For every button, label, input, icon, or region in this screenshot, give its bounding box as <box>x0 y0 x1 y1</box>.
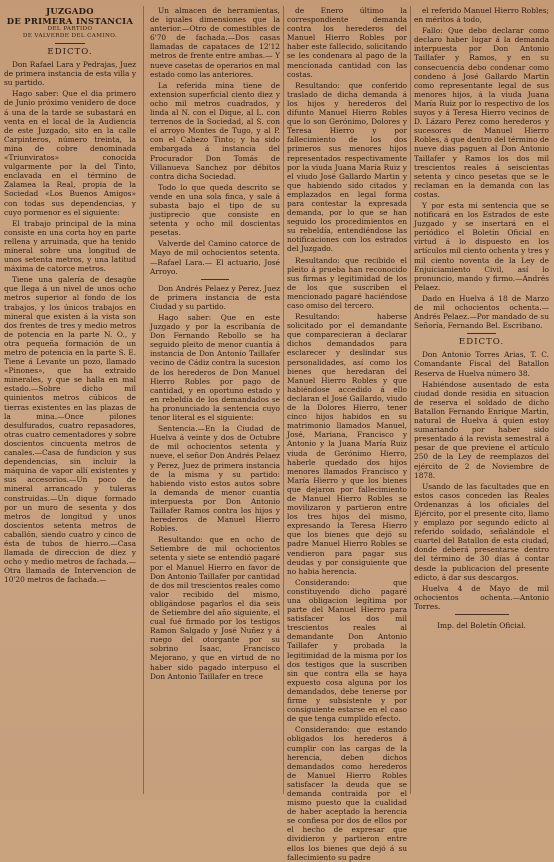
paragraph: Dado en Huelva á 18 de Marzo de mil ochocientos ochenta.—Andrés Pelaez.—Por mandado de su Señoría, Fernando Bel. Escribano. <box>414 293 549 331</box>
paragraph: Fallo: Que debo declarar como declaro haber lugar á la demanda interpuesta por Don Antonio Taillafer y Ramos, y en su consecuencia debo condenar como condeno á José Gallardo Martin como representante legal de sus menores hijos, á la viuda Juana María Ruiz por lo respectivo de los suyos y á Teresa Hierro vecinos de D. Lázaro Perez como herederos y sucesores de Manuel Hierro Robles, á que dentro del término de nueve dias paguen al Don Antonio Taillafer y Ramos los dos mil trescientos reales á seiscientas setenta y cinco pesetas que se le reclaman en la demanda con las costas. <box>414 26 549 199</box>
paragraph: Considerando: que estando obligados los herederos á cumplir con las cargas de la herencia, deben dichos demandados como herederos de Manuel Hierro Robles satisfacer la deuda que se demanda contraida por el mismo puesto que la cualidad de haber aceptado la herencia se confiesa por dos de ellos por el hecho de expresar que dividieron y partieron entre ellos los bienes que dejó á su fallecimiento su padre <box>287 725 407 862</box>
column-1 <box>4 6 136 794</box>
paragraph: Considerando: que constituyendo dicho pagaré una obligacion legítima por parte del Manuel Hierro para satisfacer los dos mil trescientos reales al demandante Don Antonio Taillafer y probada la legitimidad de la misma por los dos testigos que la suscriben sin que contra ella se haya expuesto cosa alguna por los demandados, debe tenerse por firme y subsistente y por consiguiente estarse en el caso de que tenga cumplido efecto. <box>287 577 407 724</box>
district-name: DE VALVERDE DEL CAMINO. <box>22 33 118 39</box>
paragraph: El trabajo principal de la mina consiste en una corta hoy en parte rellena y arruinada, que ha tenido mineral sobre una longitud de unos setenta metros, y una latitud máxima de catorce metros. <box>4 218 136 274</box>
paragraph: Don Rafael Lara y Pedrajas, Juez de primera instancia de esta villa y su partido. <box>4 60 136 88</box>
paragraph: el referido Manuel Hierro Robles; en méritos á todo, <box>414 6 549 25</box>
paragraph: Valverde del Camino catorce de Mayo de mil ochocientos setenta.—Rafael Lara.— El actuario, José Arroyo. <box>150 239 280 276</box>
paragraph: Hago saber: Que en este Juzgado y por la escribanía de Don Fernando Rebollo se ha seguido pleito de menor cuantía á instancia de Don Antonio Taillafer vecino de Cádiz contra la sucesion de los herederos de Don Manuel Hierro Robles por pago de cantidad, y en oportuno estado y en rebeldía de los demandados se ha pronunciado la sentencia cuyo tenor literal es el siguiente: <box>150 313 280 423</box>
court-heading: JUZGADO <box>46 6 94 16</box>
paragraph: La referida mina tiene de extension superficial ciento diez y ocho mil metros cuadrados, y linda al N. con el Dique, al L. con terrenos de la Sociedad, al S. con el arroyo Montes de Tugo, y al P. con el Cabezo Tinto; y ha sido embargada á instancia del Procurador Don Tomás de Villanueva Sanchez por débitos contra dicha Sociedad. <box>150 80 280 181</box>
divider <box>455 614 509 615</box>
court-subheading: DE PRIMERA INSTANCIA <box>6 16 134 26</box>
column-divider <box>143 6 144 794</box>
paragraph: Don Antonio Torres Arias, T. C. Comandante Fiscal del Batallon Reserva de Huelva número 38. <box>414 350 549 378</box>
column-2 <box>150 6 280 794</box>
printer-imprint: Imp. del Boletín Oficial. <box>437 621 526 630</box>
paragraph: Resultando: que conferido traslado de dicha demanda á los hijos y herederos del difunto Manuel Hierro Robles que lo son Gerónimo, Dolores y Teresa Hierro y por fallecimiento de los dos primeros sus menores hijos representados respectivamente por la viuda Juana María Ruiz y el viudo José Gallardo Martin y que habiendo sido citados y emplazados en legal forma para contestar la expresada demanda, por lo que se han seguido los procedimientos en su rebeldía, entendiéndose las notificaciones con los estrados del Juzgado. <box>287 80 407 254</box>
paragraph: Sentencia.—En la Ciudad de Huelva á veinte y dos de Octubre de mil ochocientos setenta y nueve, el señor Don Andrés Pelaez y Perez, Juez de primera instancia de la misma y su partido: habiendo visto estos autos sobre la demanda de menor cuantía interpuesta por Don Antonio Taillafer Ramos contra los hijos y herederos de Manuel Hierro Robles. <box>150 424 280 534</box>
column-4 <box>414 6 549 794</box>
paragraph: Huelva 4 de Mayo de mil ochocientos ochenta.—Antonio Torres. <box>414 583 549 611</box>
edict-title: EDICTO. <box>47 47 93 57</box>
paragraph: Don Andrés Pelaez y Perez, Juez de primera instancia de esta Ciudad y su partido. <box>150 283 280 311</box>
paragraph: de Enero último la correspondiente demanda contra los herederos del Manuel Hierro Robles por haber este fallecido, solicitando se les condenara al pago de la mencionada cantidad con las costas. <box>287 6 407 79</box>
column-divider <box>283 6 284 794</box>
divider <box>467 333 497 334</box>
divider <box>201 279 230 280</box>
paragraph: Tiene una galería de desagüe que llega á un nivel de unos ocho metros superior al fondo de los trabajos, y los únicos trabajos en mineral que existen á la vista son dos frentes de tres y medio metros de potencia en la parte N. O., y otra pequeña formación de un metro de potencia en la parte S. E. Tiene á Levante un pozo, llamado «Pinones», que ha extraido minerales, y que se halla en mal estado.—Sobre dicho mil quinientos metros cúbicos de tierras existentes en las plazas de la mina.—Once pilones desulfurados, cuatro repasadores, otras cuatro cementadores y sobre doscientos cincuenta metros de canales.—Casa de fundicion y sus dependencias, sin incluir la máquina de vapor allí existentes y sus accesorios.—Un poco de mineral arrancado y tuleras construidas.—Un dique formado por un muro de sesenta y dos metros de longitud y unos doscientos setenta metros de caballón, siendo cuatro y cinco de ésta de tubos de hierro.—Casa llamada de direccion de diez y ocho y medio metros de fachada.—Otra llamada de Intervencion de 10'20 metros de fachada.— <box>4 275 136 585</box>
paragraph: Y por esta mi sentencia que se notificará en los Estrados de este Juzgado y se insertará en el periódico el Boletín Oficial en virtud á lo dispuesto en los artículos mil ciento ochenta y tres y mil ciento noventa de la Ley de Enjuiciamiento Civil, así lo pronuncio, mando y firmo.—Andrés Pelaez. <box>414 200 549 292</box>
paragraph: Resultando: que en ocho de Setiembre de mil ochocientos setenta y siete se entendió pagaré por el Manuel Hierro en favor de Don Antonio Taillafer por cantidad de dos mil trescientos reales como valor recibido del mismo, obligándose pagarlos el dia seis de Setiembre del año siguiente, el cual fué firmado por los testigos Ramon Salgado y José Nuñez y á ruego del otorgante por su sobrino Isaac, Francisco Mejorano, y que en virtud de no haber sido pagado interpuso el Don Antonio Taillafer en trece <box>150 535 280 681</box>
paragraph: Habiéndose ausentado de esta ciudad donde residia en situacion de reserva el soldado de dicho Batallon Fernando Enrique Martin, natural de Huelva á quien estoy sumariando por haber sido presentado á la revista semestral á pesar de que previene el artículo 250 de la Ley de reemplazos del ejército de 2 de Noviembre de 1878. <box>414 379 549 480</box>
paragraph: Todo lo que queda descrito se vende en una sola finca, y sale á subasta bajo el tipo de su justiprecio que consiste en setenta y ocho mil doscientas pesetas. <box>150 182 280 238</box>
district-label: DEL PARTIDO <box>47 26 93 32</box>
paragraph: Un almacen de herramientas, de iguales dimensiones que la anterior.—Otro de comestibles de 6'70 de fachada.—Dos casas llamadas de capataces de 12'12 metros de frente entre ambas.— Y nueve casetas de operarios en mal estado como las anteriores. <box>150 6 280 79</box>
column-divider <box>410 6 411 794</box>
paragraph: Usando de las facultades que en estos casos conceden las Reales Ordenanzas á los oficiales del Ejército, por el presente cito, llamo y emplazo por segundo edicto al referido soldado, señalándole el cuartel del Batallon de esta ciudad, donde deberá presentarse dentro del término de 30 días á contar desde la publicacion del presente edicto, á dar sus descargos. <box>414 481 549 582</box>
divider <box>55 43 84 44</box>
edict-title: EDICTO. <box>458 337 505 348</box>
column-3 <box>287 6 407 862</box>
paragraph: Resultando: haberse solicitado por el demandante que comparecieran á declarar dichos demandados para esclarecer y deslindar sus personalidades, así como los bienes que heredaran del Manuel Hierro Robles y que habiéndose accedido á ello declaran el José Gallardo, viudo de la Dolores Hierro, tener cinco hijos habidos en su matrimonio llamados Manuel, José, Mariana, Francisco y Antonio y la Juana María Ruiz viuda de Gerónimo Hierro, haberle quedado dos hijos menores llamados Francisco y María Hierro y que los bienes que dejaron por fallecimiento de Manuel Hierro Robles se movilizaron y partieron entre los tres hijos del mismo, expresando la Teresa Hierro que los bienes que dejó su padre Manuel Hierro Robles se vendieron para pagar sus deudas y por consiguiente que no habia herencia. <box>287 312 407 576</box>
paragraph: Hago saber: Que el dia primero de Junio próximo venidero de doce á una de la tarde se subastará en venta en el local de la Audiencia de este Juzgado, sito en la calle Carpinteros, número treinta, la mina de cobre denominada «Triunviratos» conocida vulgarmente por la del Tinto, enclavada en el término de Zalamea la Real, propia de la Sociedad «Los Buenos Amigos» con todas sus dependencias, y cuyo pormenor es el siguiente: <box>4 89 136 217</box>
paragraph: Resultando: que recibido el pleito á prueba han reconocido sus firmas y legitimidad de los de los que suscriben el mencionado pagaré haciéndose caso omiso del tercero. <box>287 255 407 310</box>
